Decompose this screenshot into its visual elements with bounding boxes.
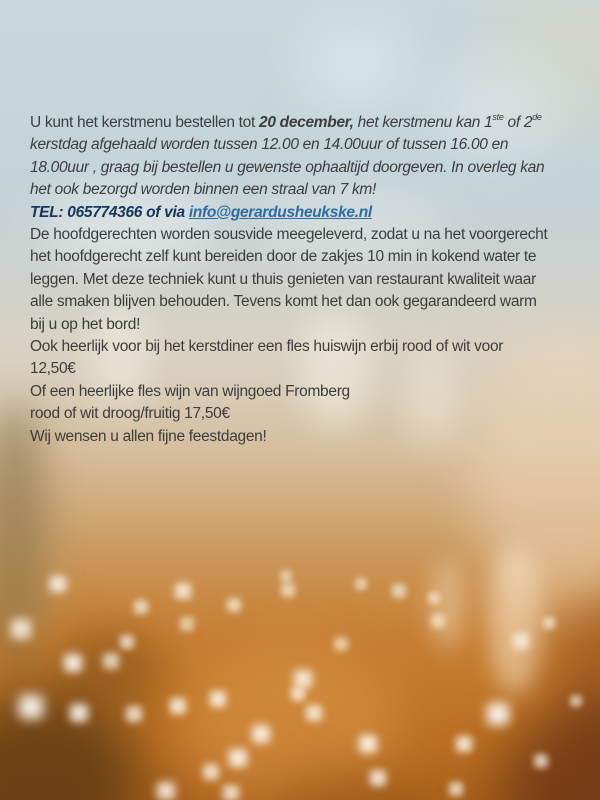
sousvide-paragraph — [30, 224, 578, 336]
intro-deadline: 20 december, — [259, 114, 354, 131]
haze-patch — [300, 20, 410, 110]
closing-text: Wij wensen u allen fijne feestdagen! — [30, 427, 267, 445]
house-wine-line1: Ook heerlijk voor bij het kerstdiner een fles huiswijn erbij rood of wit voor — [30, 338, 504, 356]
fromberg-wine-price: rood of wit droog/fruitig 17,50€ — [30, 405, 230, 423]
intro-line3: 18.00uur , graag bij bestellen u gewenste ophaaltijd doorgeven. In overleg kan — [30, 158, 545, 176]
intro-line1-after: het kerstmenu kan 1 — [353, 114, 493, 131]
bokeh-lights — [0, 0, 2, 2]
intro-prefix: U kunt het kerstmenu bestellen tot — [30, 114, 260, 131]
email-link[interactable]: info@gerardusheukske.nl — [188, 203, 372, 221]
tel-label: TEL: 065774366 of via — [30, 203, 189, 221]
fromberg-wine-paragraph — [30, 381, 578, 426]
intro-paragraph — [30, 112, 578, 202]
closing-line — [30, 426, 578, 448]
intro-line2: kerstdag afgehaald worden tussen 12.00 en 14.00uur of tussen 16.00 en — [30, 136, 509, 154]
flyer-text — [30, 112, 578, 448]
haze-patch — [430, 560, 465, 650]
intro-line1-mid: of 2 — [503, 114, 533, 131]
sousvide-line1: De hoofdgerechten worden sousvide meegeleverd, zodat u na het voorgerecht — [30, 226, 548, 244]
superscript-ste: ste — [492, 111, 504, 122]
haze-patch — [488, 545, 543, 695]
sousvide-line4: alle smaken blijven behouden. Tevens komt het dan ook gegarandeerd warm — [30, 293, 537, 311]
fromberg-wine-line1: Of een heerlijke fles wijn van wijngoed Fromberg — [30, 382, 350, 400]
house-wine-paragraph — [30, 336, 578, 381]
house-wine-price: 12,50€ — [30, 360, 76, 378]
sousvide-line5: bij u op het bord! — [30, 315, 141, 333]
superscript-de: de — [532, 111, 542, 122]
intro-line4: het ook bezorgd worden binnen een straal van 7 km! — [30, 181, 377, 199]
contact-line — [30, 202, 578, 224]
sousvide-line2: het hoofdgerecht zelf kunt bereiden door de zakjes 10 min in kokend water te — [30, 248, 537, 266]
sousvide-line3: leggen. Met deze techniek kunt u thuis genieten van restaurant kwaliteit waar — [30, 270, 536, 288]
